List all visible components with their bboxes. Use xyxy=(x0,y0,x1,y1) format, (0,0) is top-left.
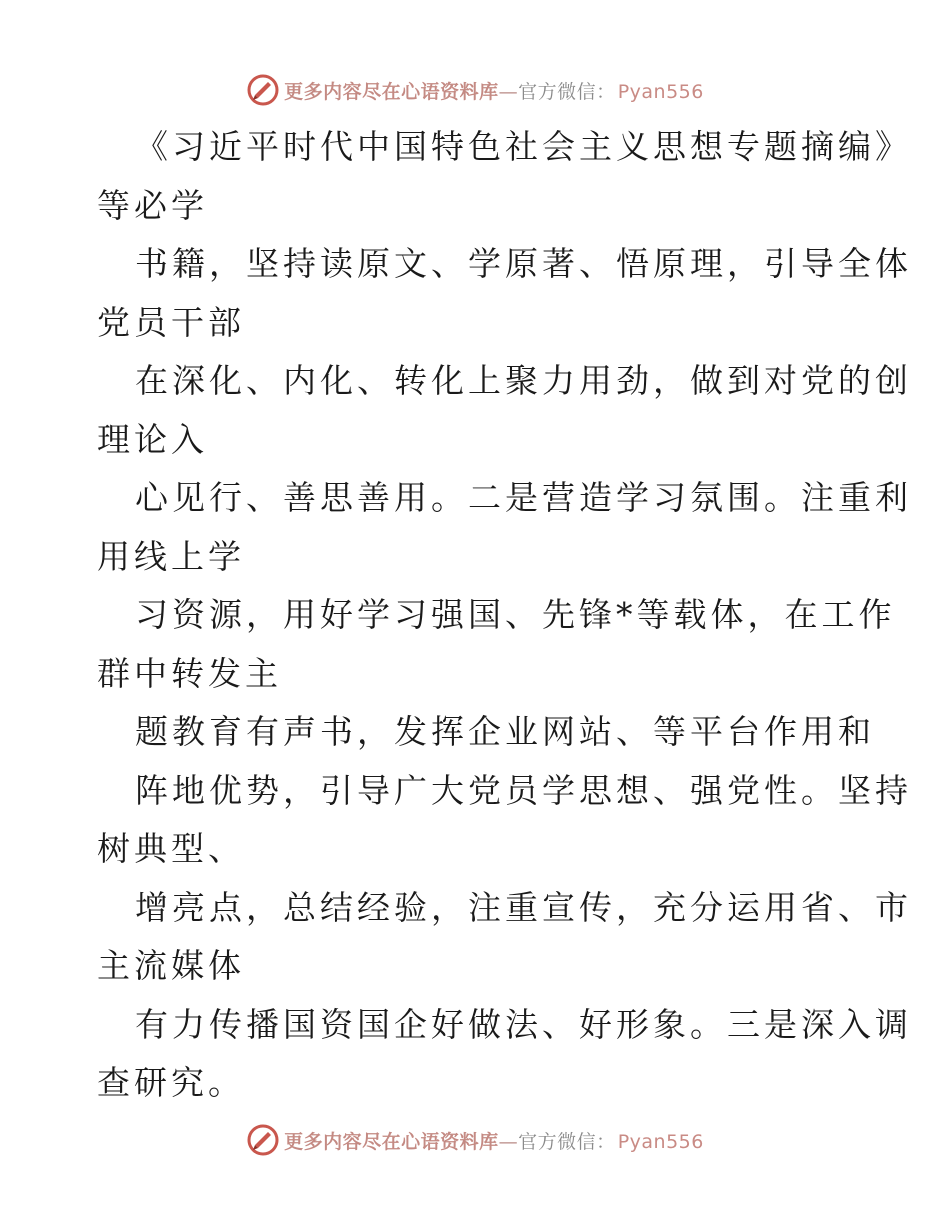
watermark-wechat-label: 官方微信： xyxy=(518,80,616,103)
watermark-separator: — xyxy=(498,1130,519,1153)
text-line: 理论入 xyxy=(97,419,208,459)
text-line: 增亮点，总结经验，注重宣传，充分运用省、市 xyxy=(135,887,912,927)
text-line: 习资源，用好学习强国、先锋*等载体，在工作 xyxy=(135,595,896,634)
watermark-separator: — xyxy=(498,80,519,103)
text-line: 用线上学 xyxy=(97,536,245,576)
watermark-text xyxy=(284,77,704,104)
text-line: 《习近平时代中国特色社会主义思想专题摘编》 xyxy=(135,127,912,166)
watermark-wechat-id: Pyan556 xyxy=(617,80,704,103)
text-line: 树典型、 xyxy=(97,829,245,868)
text-line: 阵地优势，引导广大党员学思想、强党性。坚持 xyxy=(135,770,912,810)
document-body xyxy=(97,118,912,1113)
watermark-wechat-label: 官方微信： xyxy=(518,1130,616,1153)
text-line: 书籍，坚持读原文、学原著、悟原理，引导全体 xyxy=(135,244,912,283)
watermark-brand: 更多内容尽在心语资料库 xyxy=(284,1130,499,1153)
watermark-text xyxy=(284,1127,704,1154)
text-line: 党员干部 xyxy=(97,302,245,342)
text-line: 等必学 xyxy=(97,185,208,225)
text-line: 题教育有声书，发挥企业网站、等平台作用和 xyxy=(135,712,875,751)
footer-watermark xyxy=(0,1120,950,1160)
pen-logo-icon xyxy=(246,1123,280,1157)
text-line: 群中转发主 xyxy=(97,653,282,693)
text-line: 在深化、内化、转化上聚力用劲，做到对党的创 xyxy=(135,361,912,400)
header-watermark xyxy=(0,70,950,110)
pen-logo-icon xyxy=(246,73,280,107)
text-line: 主流媒体 xyxy=(97,946,245,985)
watermark-wechat-id: Pyan556 xyxy=(617,1130,704,1153)
text-line: 心见行、善思善用。二是营造学习氛围。注重利 xyxy=(135,478,912,517)
text-line: 查研究。 xyxy=(97,1063,245,1102)
watermark-brand: 更多内容尽在心语资料库 xyxy=(284,80,499,103)
text-line: 有力传播国资国企好做法、好形象。三是深入调 xyxy=(135,1004,912,1044)
